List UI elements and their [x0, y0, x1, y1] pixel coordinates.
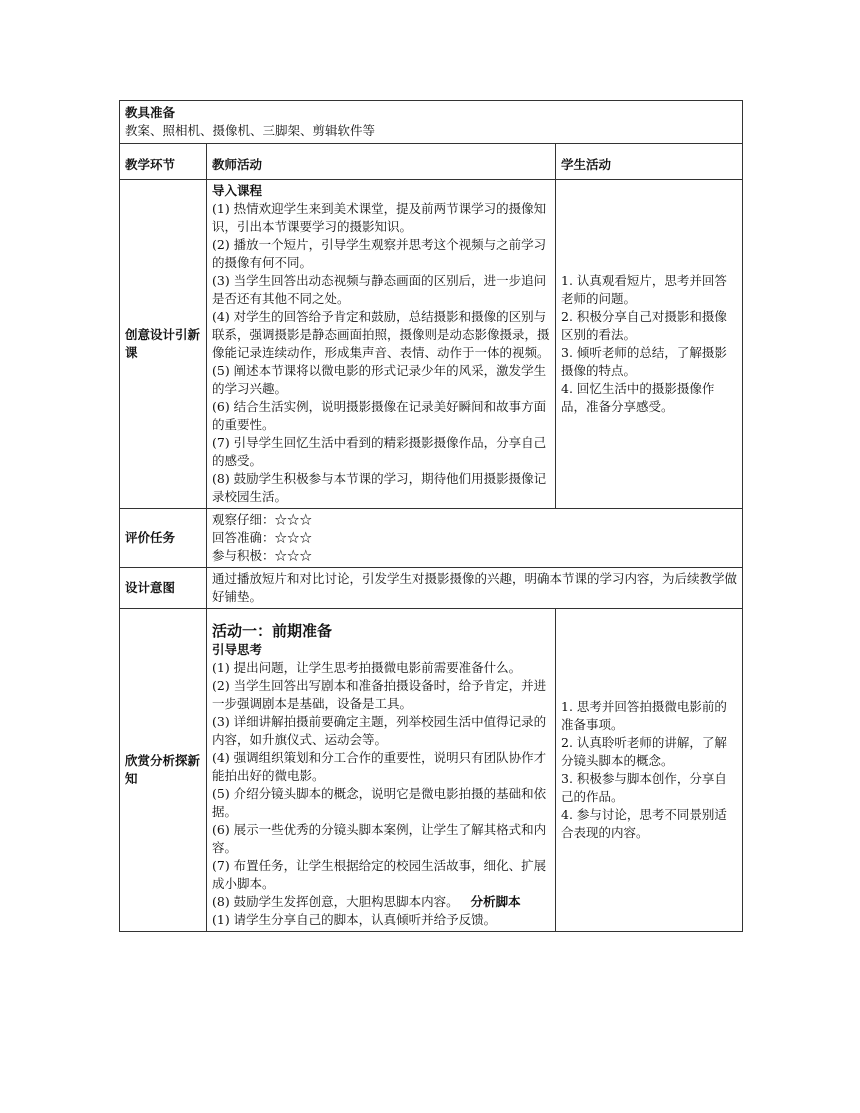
section1-teacher-item: (3) 当学生回答出动态视频与静态画面的区别后，进一步追问是否还有其他不同之处。 [212, 273, 547, 306]
item8-text: (8) 鼓励学生发挥创意，大胆构思脚本内容。 [212, 894, 459, 909]
section1-teacher-item: (1) 热情欢迎学生来到美术课堂，提及前两节课学习的摄像知识，引出本节课要学习的摄影知识。 [212, 201, 547, 234]
prep-content: 教案、照相机、摄像机、三脚架、剪辑软件等 [125, 123, 376, 138]
section2-student-item: 3. 积极参与脚本创作，分享自己的作品。 [561, 771, 727, 804]
section2-teacher-item: (1) 提出问题，让学生思考拍摄微电影前需要准备什么。 [212, 660, 522, 675]
section1-subtitle: 导入课程 [212, 183, 263, 198]
section1-teacher-item: (4) 对学生的回答给予肯定和鼓励，总结摄影和摄像的区别与联系，强调摄影是静态画面拍照，摄像则是动态影像摄录，摄像能记录连续动作，形成集声音、表情、动作于一体的视频。 [212, 309, 550, 360]
section1-student-item: 4. 回忆生活中的摄影摄像作品，准备分享感受。 [561, 381, 715, 414]
item8-bold-subtitle: 分析脚本 [470, 894, 521, 909]
evaluation-row [120, 509, 743, 568]
evaluation-content [207, 509, 743, 568]
section2-teacher-item: (2) 当学生回答出写剧本和准备拍摄设备时，给予肯定，并进一步强调剧本是基础，设备是工具。 [212, 678, 547, 711]
prep-row [120, 101, 743, 144]
header-row [120, 144, 743, 180]
section2-teacher-item: (5) 介绍分镜头脚本的概念，说明它是微电影拍摄的基础和依据。 [212, 786, 547, 819]
section2-student-item: 4. 参与讨论，思考不同景别适合表现的内容。 [561, 807, 727, 840]
evaluation-item: 回答准确：☆☆☆ [212, 530, 313, 545]
section2-subtitle: 引导思考 [212, 642, 263, 657]
intent-content: 通过播放短片和对比讨论，引发学生对摄影摄像的兴趣，明确本节课的学习内容，为后续教学做好铺垫。 [207, 568, 743, 609]
section1-teacher-item: (7) 引导学生回忆生活中看到的精彩摄影摄像作品，分享自己的感受。 [212, 435, 547, 468]
section2-row [120, 609, 743, 932]
section2-student [556, 609, 743, 932]
section2-teacher [207, 609, 556, 932]
section1-student-item: 2. 积极分享自己对摄影和摄像区别的看法。 [561, 309, 727, 342]
intent-stage: 设计意图 [120, 568, 207, 609]
section2-teacher-item: (6) 展示一些优秀的分镜头脚本案例，让学生了解其格式和内容。 [212, 822, 547, 855]
section1-teacher-item: (8) 鼓励学生积极参与本节课的学习，期待他们用摄影摄像记录校园生活。 [212, 471, 547, 504]
section2-teacher-item-9: (1) 请学生分享自己的脚本，认真倾听并给予反馈。 [212, 912, 497, 927]
section1-teacher-item: (2) 播放一个短片，引导学生观察并思考这个视频与之前学习的摄像有何不同。 [212, 237, 547, 270]
lesson-plan-table [119, 100, 743, 932]
section1-stage: 创意设计引新课 [120, 180, 207, 509]
header-teacher: 教师活动 [207, 144, 556, 180]
intent-row [120, 568, 743, 609]
section1-student-item: 1. 认真观看短片，思考并回答老师的问题。 [561, 273, 727, 306]
section2-student-item: 2. 认真聆听老师的讲解，了解分镜头脚本的概念。 [561, 735, 727, 768]
section2-teacher-item-8 [212, 893, 550, 911]
evaluation-stage: 评价任务 [120, 509, 207, 568]
section2-activity-title: 活动一：前期准备 [212, 622, 333, 640]
section2-teacher-item: (4) 强调组织策划和分工合作的重要性，说明只有团队协作才能拍出好的微电影。 [212, 750, 547, 783]
section1-teacher-item: (6) 结合生活实例，说明摄影摄像在记录美好瞬间和故事方面的重要性。 [212, 399, 547, 432]
section1-teacher-item: (5) 阐述本节课将以微电影的形式记录少年的风采，激发学生的学习兴趣。 [212, 363, 547, 396]
section2-teacher-item: (3) 详细讲解拍摄前要确定主题，列举校园生活中值得记录的内容，如升旗仪式、运动会等。 [212, 714, 547, 747]
section1-student [556, 180, 743, 509]
prep-title: 教具准备 [125, 105, 176, 120]
header-student: 学生活动 [556, 144, 743, 180]
section1-student-item: 3. 倾听老师的总结，了解摄影摄像的特点。 [561, 345, 727, 378]
section1-teacher [207, 180, 556, 509]
section2-stage: 欣赏分析探新知 [120, 609, 207, 932]
section2-teacher-item: (7) 布置任务，让学生根据给定的校园生活故事，细化、扩展成小脚本。 [212, 858, 547, 891]
header-stage: 教学环节 [120, 144, 207, 180]
section2-student-item: 1. 思考并回答拍摄微电影前的准备事项。 [561, 699, 727, 732]
evaluation-item: 参与积极：☆☆☆ [212, 548, 313, 563]
evaluation-item: 观察仔细：☆☆☆ [212, 512, 313, 527]
section1-row [120, 180, 743, 509]
